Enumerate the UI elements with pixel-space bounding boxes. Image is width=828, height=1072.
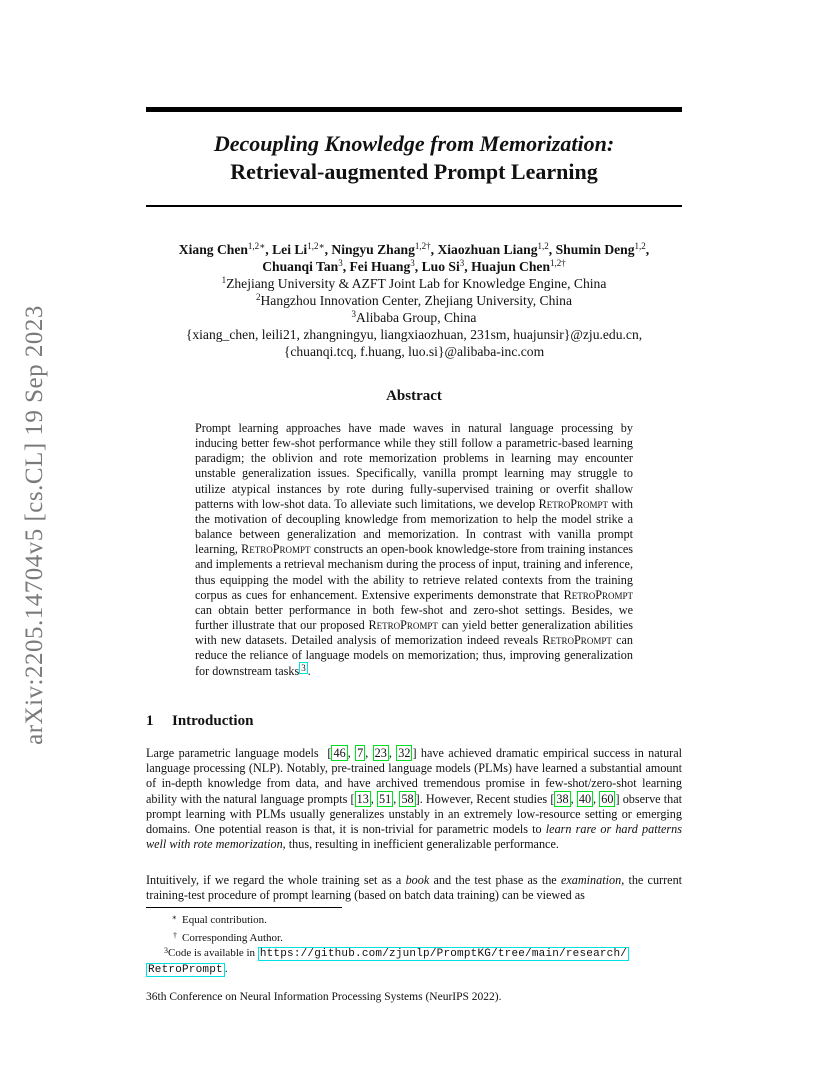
method-name: RetroPrompt (368, 618, 438, 633)
author-affil-sup: 3 (338, 258, 343, 268)
email-line: {xiang_chen, leili21, zhangningyu, liangxiaozhuan, 231sm, huajunsir}@zju.edu.cn, (185, 327, 643, 342)
footnotes (146, 910, 682, 978)
title-line-2: Retrieval-augmented Prompt Learning (230, 159, 598, 184)
footnote-link[interactable]: 3 (301, 662, 306, 673)
affiliation-sup: 2 (255, 292, 261, 302)
paragraph-text: observe that prompt learning with PLMs usually generalizes unstably in an extremely low-resource setting or emerging domains. One potential reason is that, it is non-trivial for parametric models to (146, 791, 683, 837)
abstract-text: can reduce the reliance of language models on memorization; thus, improving generalization for downstream tasks (195, 633, 634, 678)
author-affil-sup: 3 (459, 258, 465, 268)
author-names: Xiang Chen$^{1,2∗}$, Lei $Li^{1,2∗}$, Ningyu Zhang$^{1,2\dagger}$, Xiaozhuan Liang$^{1,2}$, Shumin Deng$^{1,2}$, Chuanqi Tan$^3$, Fei Huang$^3$, Luo Si$^3$, Huajun Chen$^{1,2\dagger}$ (178, 241, 650, 274)
abstract-body (195, 421, 633, 679)
citation-link[interactable]: 58 (401, 791, 414, 806)
footnote-rule (146, 907, 342, 908)
citation-link[interactable]: 7 (357, 746, 364, 760)
emphasis-text: book (405, 873, 430, 887)
author-affil-sup: 1,2 (634, 241, 646, 251)
abstract-text: can obtain better performance in both few-shot and zero-shot settings. Besides, we further illustrate that our proposed (195, 602, 633, 633)
abstract-text: can yield better generalization abilities with new datasets. Detailed analysis of memorization indeed reveals (195, 618, 634, 648)
author-affil-sup: 1,2† (550, 258, 566, 268)
equal-contribution-mark: ∗ (259, 241, 266, 251)
author-name: Huajun Chen (471, 259, 551, 274)
citation-link[interactable]: 23 (374, 746, 387, 760)
citation-link[interactable]: 51 (379, 791, 392, 806)
footnote-3-cont (146, 962, 682, 978)
author-affil-sup: 1,2 (307, 241, 319, 251)
abstract-text: constructs an open-book knowledge-store from training instances and implements a retrieval mechanism during the process of input, training and inference, thus equipping the model with the ability to retrieve related contexts from the training corpus as cues for enhancement. Extensive experiments demonstrate that (195, 542, 634, 602)
affiliation-sup: 1 (221, 275, 227, 285)
code-url-link[interactable]: RetroPrompt (148, 964, 223, 976)
paragraph-text: Large parametric language models (146, 746, 319, 760)
equal-contribution-mark: ∗ (318, 241, 325, 251)
footnote-text: Code is available in (168, 947, 256, 959)
author-name: Shumin Deng (555, 242, 635, 257)
venue-footer: 36th Conference on Neural Information Processing Systems (NeurIPS 2022). (146, 991, 502, 1003)
paragraph-text: have achieved dramatic empirical success in natural language processing (NLP). Notably, pre-trained language models (PLMs) have learned a substantial amount of in-depth knowledge from data, and have archived tremendous promise in few-shot/zero-shot learning ability with the natural language prompts (146, 746, 683, 806)
abstract-text: with the motivation of decoupling knowledge from memorization to help the model strike a balance between generalization and memorization. In contrast with vanilla prompt learning, (195, 496, 633, 557)
author-affil-sup: 1,2 (247, 241, 260, 251)
arxiv-stamp (0, 290, 70, 760)
author-name: Xiaozhuan Liang (437, 242, 538, 257)
method-name: RetroPrompt (538, 496, 608, 511)
footnote-mark: ∗ (171, 913, 177, 922)
abstract-text: . (307, 663, 311, 678)
author-name: Luo Si (421, 259, 460, 274)
author-block (146, 241, 682, 360)
code-url-link[interactable]: https://github.com/zjunlp/PromptKG/tree/main/research/ (259, 948, 628, 960)
section-title: Introduction (172, 713, 254, 729)
paragraph-text: , thus, resulting in inefficient generalizable performance. (282, 837, 559, 852)
affiliation-sup: 3 (351, 309, 357, 319)
footnote-text: . (224, 963, 228, 975)
abstract-text: Prompt learning approaches have made waves in natural language processing by inducing better few-shot performance while they still follow a parametric-based learning paradigm; the oblivion and rote memorization problems in learning may encounter unstable generalization issues. Specifically, vanilla prompt learning may struggle to utilize atypical instances by rote during fully-supervised training or overfit shallow patterns with low-shot data. To alleviate such limitations, we develop (195, 421, 633, 511)
abstract-heading: Abstract (386, 388, 442, 404)
author-name: Lei Li (272, 242, 308, 257)
section-number: 1 (146, 713, 154, 729)
author-affil-sup: 3 (410, 258, 415, 268)
citation-link[interactable]: 32 (398, 746, 411, 760)
paragraph-text: and the test phase as the (433, 873, 557, 887)
footnote-3 (146, 946, 682, 962)
footnote-2 (146, 928, 682, 946)
paragraph-text: Intuitively, if we regard the whole training set as a (146, 873, 402, 887)
intro-paragraph-1: Large parametric language models [ 46 , 7 , 23 , 32 ] have achieved dramatic empirical success in natural language processing (NLP). Notably, pre-trained language models (PLMs) have learned a substantial amount of in-depth knowledge from data, and have archived tremendous promise in few-shot/zero-shot learning ability with the natural language prompts [ 13 , 51 , 58 ]. However, Recent studies [ 38 , 40 , 60 ] observe that prompt learning with PLMs usually generalizes unstably in an extremely low-resource setting or emerging domains. One potential reason is that, it is non-trivial for parametric models to learn rare or hard patterns well with rote memorization, thus, resulting in inefficient generalizable performance. (146, 746, 683, 852)
citation-link[interactable]: 46 (333, 746, 346, 760)
footnote-1 (146, 910, 682, 928)
method-name: RetroPrompt (241, 542, 311, 557)
affiliation-text: Hangzhou Innovation Center, Zhejiang University, China (260, 293, 573, 308)
email-line: {chuanqi.tcq, f.huang, luo.si}@alibaba-inc.com (283, 344, 545, 359)
author-name: Chuanqi Tan (262, 259, 339, 274)
footnote-text: Corresponding Author. (182, 932, 283, 944)
paragraph-text: . However, Recent studies (419, 791, 548, 806)
affiliation (146, 309, 682, 326)
emphasis-text: learn rare or hard patterns well with rote memorization (146, 822, 682, 852)
footnote-text: Equal contribution. (182, 914, 267, 926)
arxiv-stamp-text: arXiv:2205.14704v5 [cs.CL] 19 Sep 2023 (21, 305, 49, 745)
footnote-mark: † (173, 931, 177, 940)
title-rule-bottom (146, 205, 682, 207)
emphasis-text: examination (560, 873, 622, 887)
citation-link[interactable]: 60 (601, 791, 614, 806)
footnote-mark: 3 (164, 946, 168, 955)
paragraph-text: , the current training-test procedure of prompt learning (based on batch data training) can be viewed as (146, 873, 683, 903)
affiliation-text: Alibaba Group, China (356, 310, 477, 325)
citation-link[interactable]: 40 (578, 791, 592, 806)
author-affil-sup: 1,2 (537, 241, 549, 251)
method-name: RetroPrompt (563, 587, 633, 602)
author-name: Fei Huang (349, 259, 411, 274)
author-name: Xiang Chen (178, 242, 248, 257)
author-name: Ningyu Zhang (331, 242, 415, 257)
title-rule-top (146, 107, 682, 112)
section-heading (146, 713, 253, 730)
affiliation-text: Zhejiang University & AZFT Joint Lab for Knowledge Engine, China (226, 276, 607, 291)
affiliation (146, 275, 682, 292)
citation-link[interactable]: 13 (356, 791, 369, 806)
title-line-1: Decoupling Knowledge from Memorization: (213, 131, 615, 156)
intro-paragraph-2 (146, 873, 682, 903)
author-affil-sup: 1,2† (414, 241, 431, 251)
citation-link[interactable]: 38 (556, 791, 569, 806)
paper-title (146, 130, 682, 186)
method-name: RetroPrompt (542, 633, 612, 648)
affiliation (146, 292, 682, 309)
